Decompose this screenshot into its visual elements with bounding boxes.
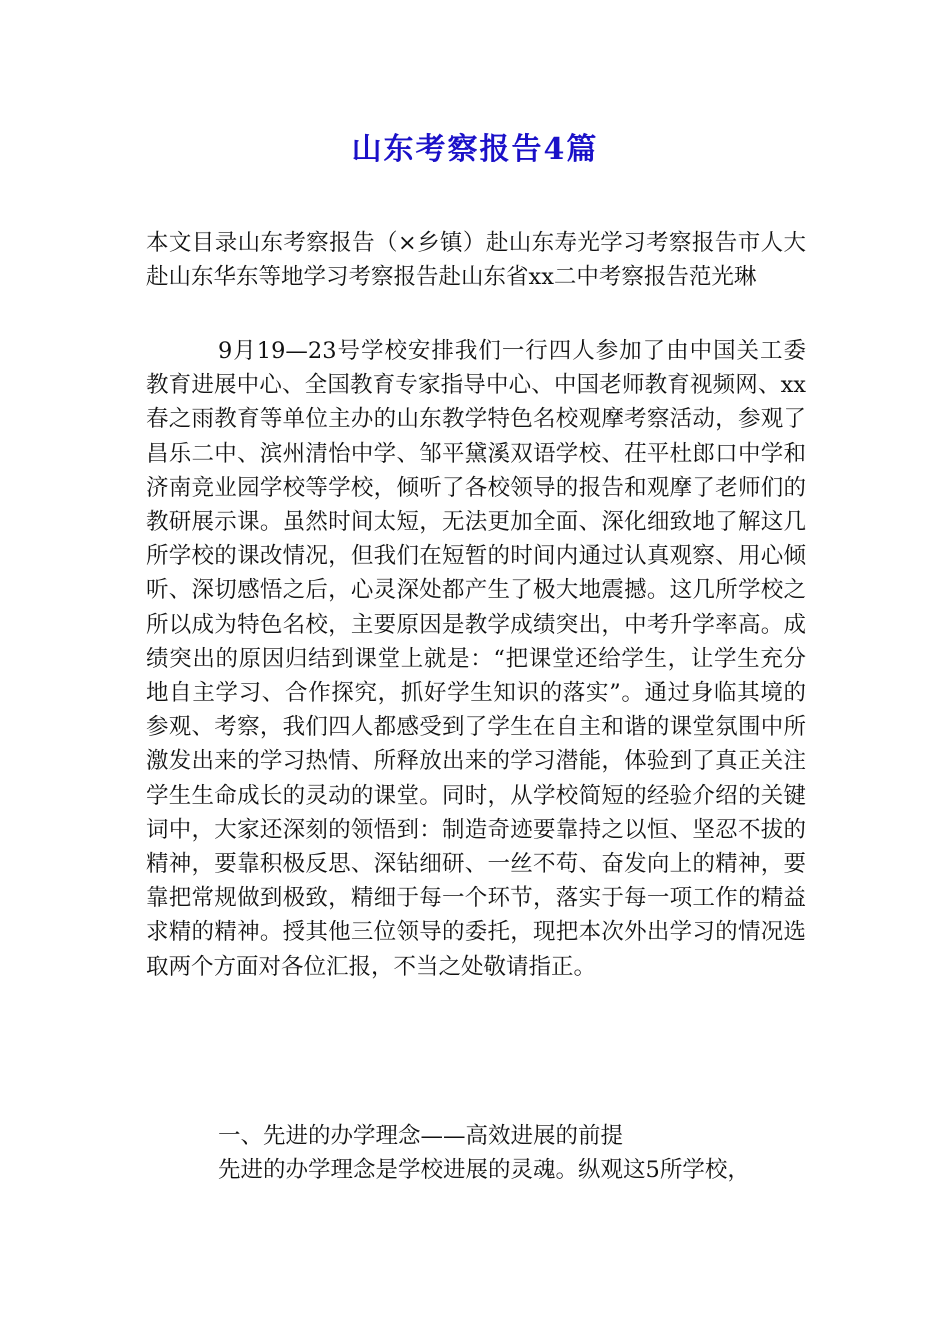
section-paragraph: 先进的办学理念是学校进展的灵魂。纵观这5所学校， — [218, 1157, 750, 1183]
table-of-contents: 本文目录山东考察报告（×乡镇）赴山东寿光学习考察报告市人大赴山东华东等地学习考察报告赴山东省xx二中考察报告范光琳 — [146, 230, 806, 291]
intro-paragraph: 9月19—23号学校安排我们一行四人参加了由中国关工委教育进展中心、全国教育专家指导中心、中国老师教育视频网、xx春之雨教育等单位主办的山东教学特色名校观摩考察活动，参观了昌乐二中、滨州清怡中学、邹平黛溪双语学校、茌平杜郎口中学和济南竞业园学校等学校，倾听了各校领导的报告和观摩了老师们的教研展示课。虽然时间太短，无法更加全面、深化细致地了解这几所学校的课改情况，但我们在短暂的时间内通过认真观察、用心倾听、深切感悟之后，心灵深处都产生了极大地震撼。这几所学校之所以成为特色名校，主要原因是教学成绩突出，中考升学率高。成绩突出的原因归结到课堂上就是：“把课堂还给学生，让学生充分地自主学习、合作探究，抓好学生知识的落实”。通过身临其境的参观、考察，我们四人都感受到了学生在自主和谐的课堂氛围中所激发出来的学习热情、所释放出来的学习潜能，体验到了真正关注学生生命成长的灵动的课堂。同时，从学校简短的经验介绍的关键词中，大家还深刻的领悟到：制造奇迹要靠持之以恒、坚忍不拔的精神，要靠积极反思、深钻细研、一丝不苟、奋发向上的精神，要靠把常规做到极致，精细于每一个环节，落实于每一项工作的精益求精的精神。授其他三位领导的委托，现把本次外出学习的情况选取两个方面对各位汇报，不当之处敬请指正。 — [146, 338, 806, 980]
section-heading: 一、先进的办学理念——高效进展的前提 — [218, 1123, 624, 1149]
document-title: 山东考察报告4篇 — [351, 132, 599, 167]
